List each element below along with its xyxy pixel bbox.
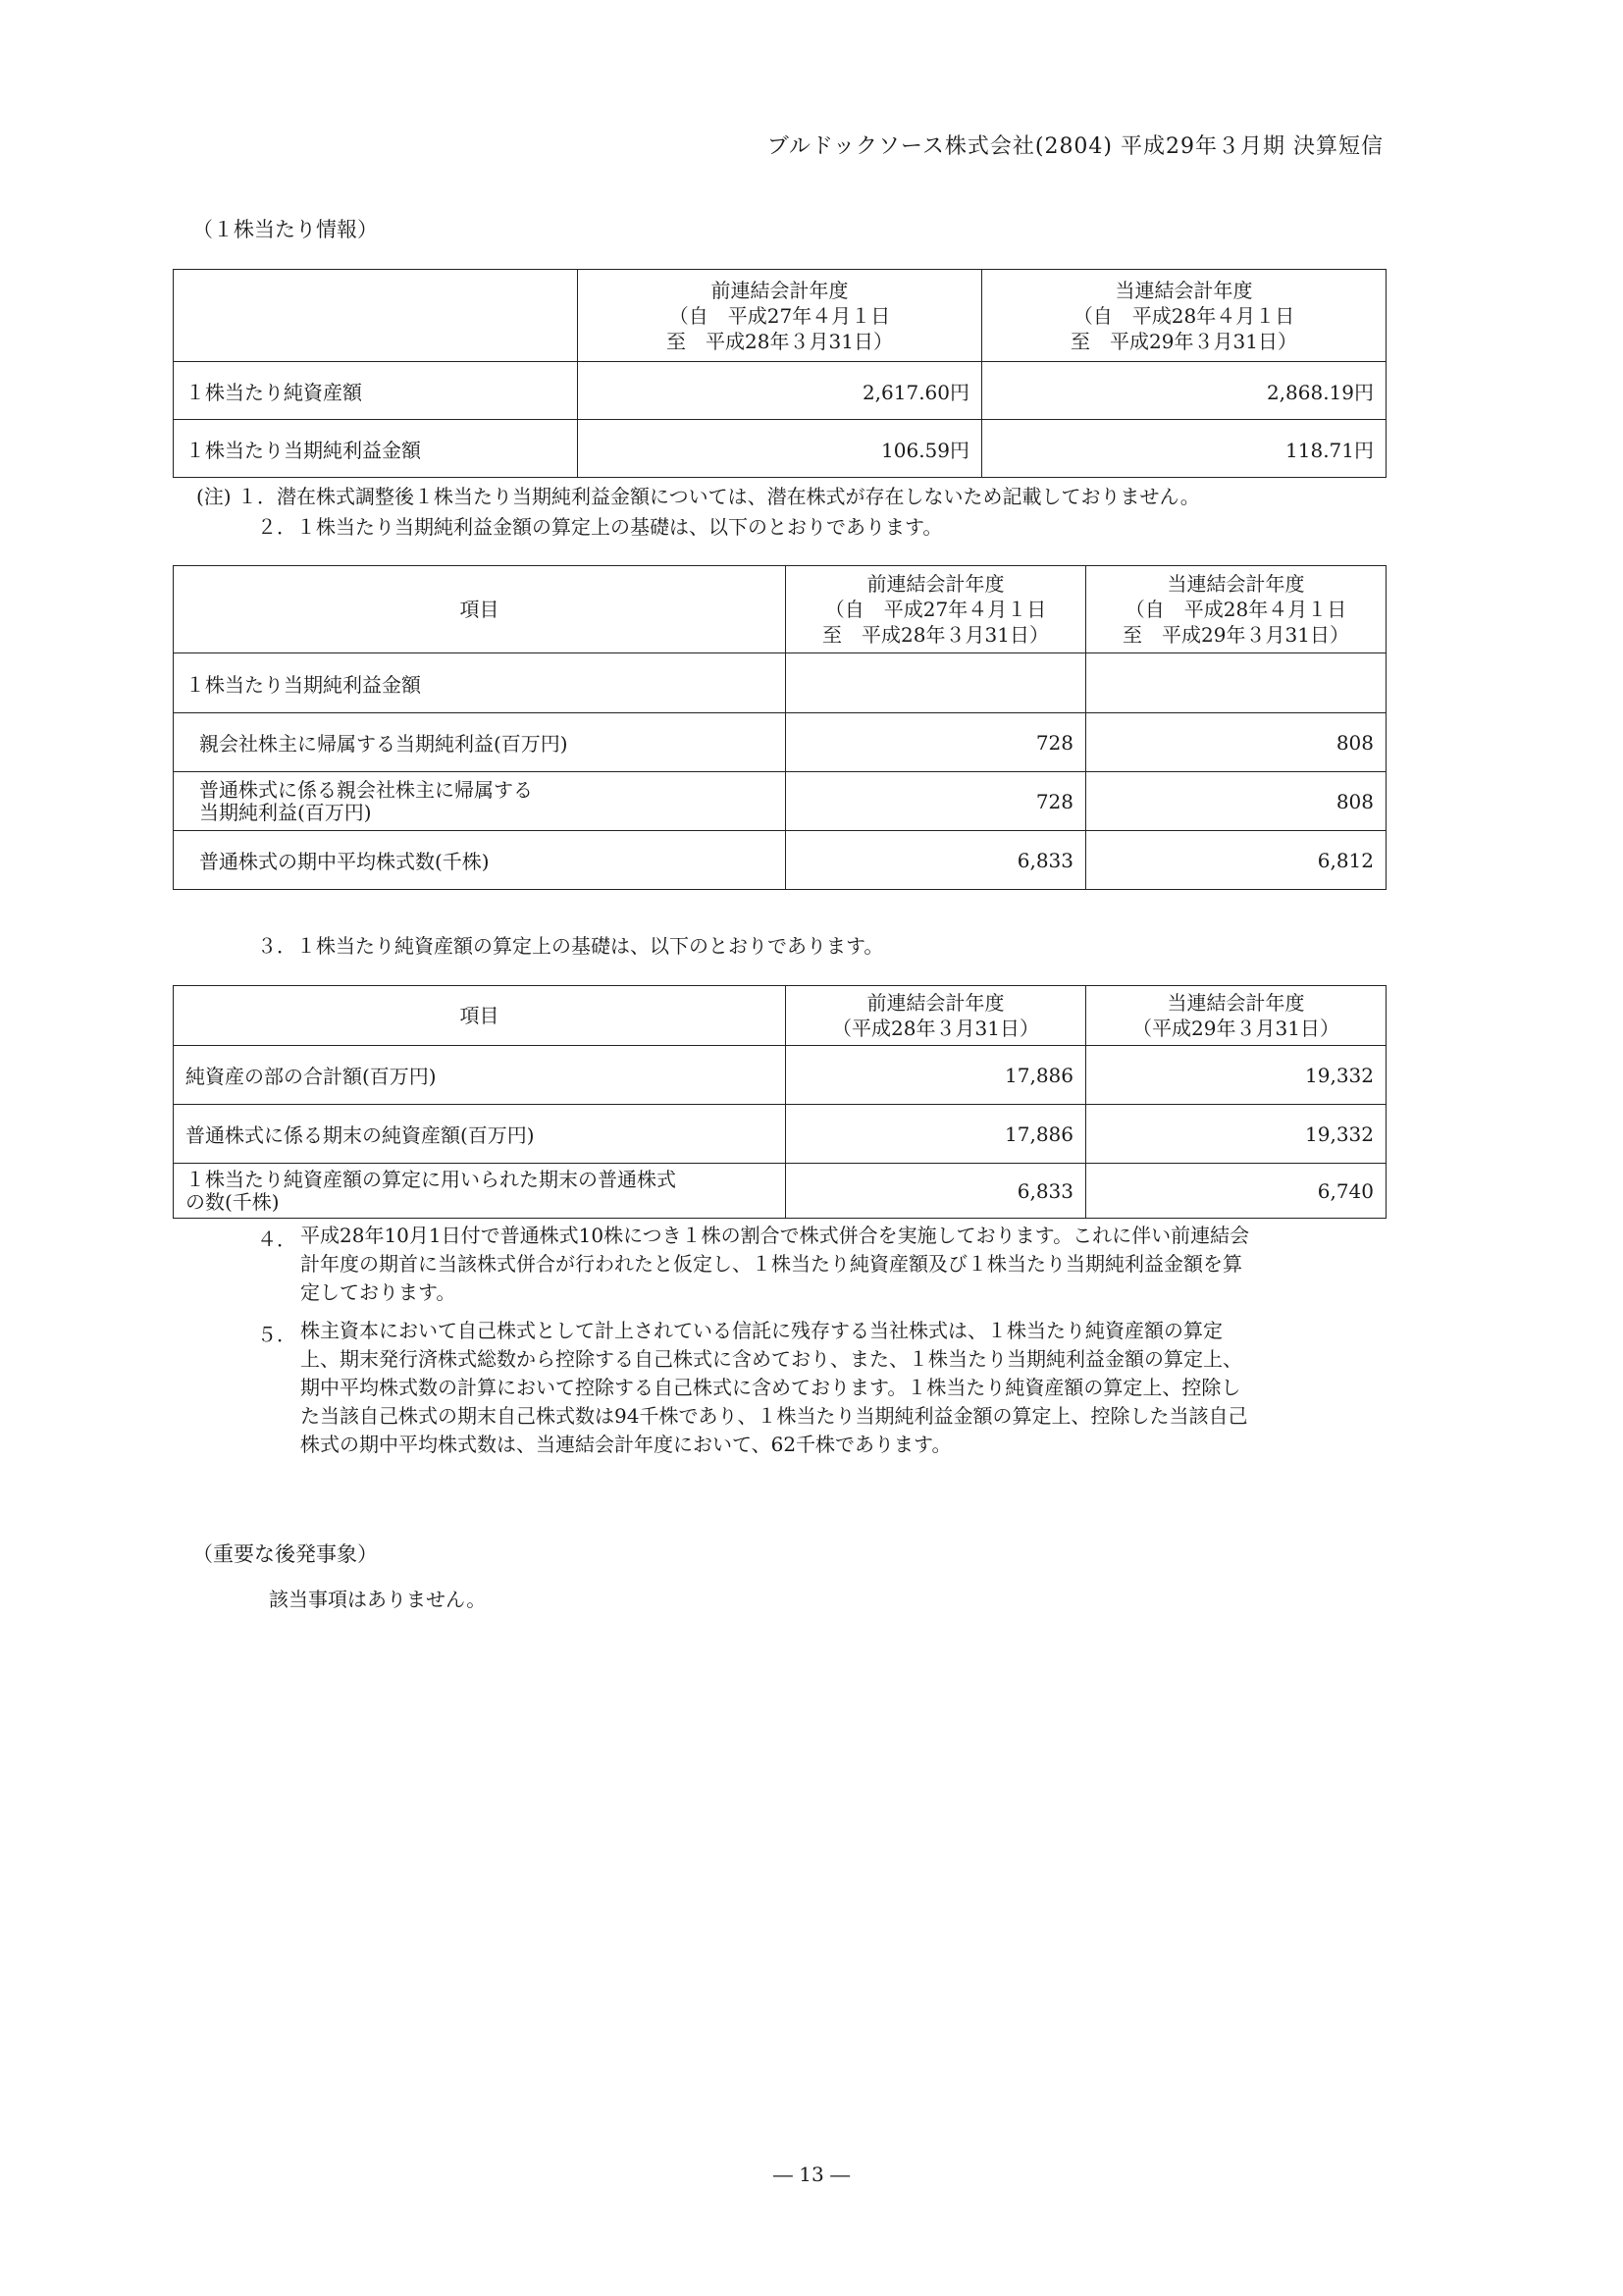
note-5-line: 上、期末発行済株式総数から控除する自己株式に含めており、また、１株当たり当期純利益金額の算定上、 <box>300 1347 1242 1371</box>
table2-prev-from: （自 平成27年４月１日 <box>824 598 1047 621</box>
row-label-line: 当期純利益(百万円) <box>199 800 372 824</box>
row-curr-value: 118.71円 <box>982 420 1387 478</box>
table3-header-prev-year <box>786 986 1086 1046</box>
table1-header-prev-year <box>578 270 982 362</box>
row-prev-value: 17,886 <box>786 1046 1086 1105</box>
row-label: １株当たり純資産額 <box>174 362 578 420</box>
table-row <box>174 1164 1387 1219</box>
row-curr-value: 6,812 <box>1086 831 1387 890</box>
table1-header-empty <box>174 270 578 362</box>
note-4-marker: ４． <box>257 1227 296 1251</box>
row-prev-value: 728 <box>786 772 1086 831</box>
page-number: ― 13 ― <box>772 2163 851 2186</box>
section-title-per-share: （１株当たり情報） <box>192 218 378 241</box>
table-row <box>174 1105 1387 1164</box>
section-title-subsequent-events: （重要な後発事象） <box>192 1542 378 1566</box>
row-prev-value: 728 <box>786 713 1086 772</box>
row-curr-value: 808 <box>1086 713 1387 772</box>
note-5-line: 株主資本において自己株式として計上されている信託に残存する当社株式は、１株当たり純資産額の算定 <box>300 1319 1223 1342</box>
table2-curr-to: 至 平成29年３月31日） <box>1123 623 1349 647</box>
table3-curr-title: 当連結会計年度 <box>1167 991 1305 1015</box>
table2-header-prev-year <box>786 566 1086 653</box>
per-share-table <box>173 269 1387 478</box>
row-curr-value: 19,332 <box>1086 1105 1387 1164</box>
table1-prev-from: （自 平成27年４月１日 <box>668 303 891 328</box>
note-4-line: 定しております。 <box>300 1280 456 1304</box>
row-label-line: １株当たり純資産額の算定に用いられた期末の普通株式 <box>185 1167 676 1191</box>
table3-header-curr-year <box>1086 986 1387 1046</box>
note-5-text <box>300 1317 1247 1459</box>
table2-curr-title: 当連結会計年度 <box>1167 572 1305 596</box>
row-label-line: 普通株式に係る親会社株主に帰属する <box>199 777 533 802</box>
table-row <box>174 713 1387 772</box>
table3-curr-date: （平成29年３月31日） <box>1132 1017 1339 1040</box>
table-row <box>174 653 1387 713</box>
table1-curr-title: 当連結会計年度 <box>1115 278 1253 302</box>
note-4-text <box>300 1222 1249 1307</box>
row-label: 純資産の部の合計額(百万円) <box>174 1046 786 1105</box>
table2-prev-title: 前連結会計年度 <box>866 572 1005 596</box>
document-header: ブルドックソース株式会社(2804) 平成29年３月期 決算短信 <box>766 134 1384 159</box>
table-row <box>174 1046 1387 1105</box>
table1-header-curr-year <box>982 270 1387 362</box>
table-row <box>174 831 1387 890</box>
table2-curr-from: （自 平成28年４月１日 <box>1125 598 1347 621</box>
note-1: (注) １．潜在株式調整後１株当たり当期純利益金額については、潜在株式が存在しないため記載しておりません。 <box>196 485 1200 508</box>
note-5-line: 期中平均株式数の計算において控除する自己株式に含めております。１株当たり純資産額の算定上、控除し <box>300 1376 1241 1399</box>
table2-header-item: 項目 <box>174 566 786 653</box>
net-income-basis-table <box>173 565 1387 890</box>
table3-prev-title: 前連結会計年度 <box>866 991 1005 1015</box>
note-3: ３．１株当たり純資産額の算定上の基礎は、以下のとおりであります。 <box>257 934 884 958</box>
subsequent-events-text: 該当事項はありません。 <box>269 1588 487 1611</box>
note-4-line: 平成28年10月1日付で普通株式10株につき１株の割合で株式併合を実施しております。これに伴い前連結会 <box>300 1224 1250 1247</box>
table-row <box>174 420 1387 478</box>
net-assets-basis-table <box>173 985 1387 1219</box>
row-prev-value: 2,617.60円 <box>578 362 982 420</box>
row-prev-value: 17,886 <box>786 1105 1086 1164</box>
row-label: 普通株式に係る期末の純資産額(百万円) <box>174 1105 786 1164</box>
table3-header-item: 項目 <box>174 986 786 1046</box>
note-5-line: 株式の期中平均株式数は、当連結会計年度において、62千株であります。 <box>300 1433 952 1456</box>
row-prev-value: 6,833 <box>786 1164 1086 1219</box>
row-curr-value: 19,332 <box>1086 1046 1387 1105</box>
row-curr-value: 2,868.19円 <box>982 362 1387 420</box>
table-row <box>174 772 1387 831</box>
group-label: １株当たり当期純利益金額 <box>174 653 786 713</box>
row-label-line: の数(千株) <box>185 1189 280 1214</box>
row-prev-value: 6,833 <box>786 831 1086 890</box>
empty-cell <box>786 653 1086 713</box>
row-label: 普通株式の期中平均株式数(千株) <box>174 831 786 890</box>
table1-curr-to: 至 平成29年３月31日） <box>1071 329 1297 353</box>
table1-prev-title: 前連結会計年度 <box>710 278 849 302</box>
row-prev-value: 106.59円 <box>578 420 982 478</box>
row-curr-value: 6,740 <box>1086 1164 1387 1219</box>
note-4-line: 計年度の期首に当該株式併合が行われたと仮定し、１株当たり純資産額及び１株当たり当期純利益金額を算 <box>300 1252 1242 1276</box>
note-2: ２．１株当たり当期純利益金額の算定上の基礎は、以下のとおりであります。 <box>257 515 943 539</box>
table-row <box>174 362 1387 420</box>
row-label <box>174 772 786 831</box>
row-label <box>174 1164 786 1219</box>
table2-header-curr-year <box>1086 566 1387 653</box>
row-label: １株当たり当期純利益金額 <box>174 420 578 478</box>
note-5-marker: ５． <box>257 1323 296 1346</box>
note-5-line: た当該自己株式の期末自己株式数は94千株であり、１株当たり当期純利益金額の算定上、控除した当該自己 <box>300 1404 1248 1428</box>
table1-prev-to: 至 平成28年３月31日） <box>666 329 893 353</box>
row-curr-value: 808 <box>1086 772 1387 831</box>
empty-cell <box>1086 653 1387 713</box>
table1-curr-from: （自 平成28年４月１日 <box>1073 303 1295 328</box>
row-label: 親会社株主に帰属する当期純利益(百万円) <box>174 713 786 772</box>
table2-prev-to: 至 平成28年３月31日） <box>822 623 1049 647</box>
table3-prev-date: （平成28年３月31日） <box>832 1017 1039 1040</box>
